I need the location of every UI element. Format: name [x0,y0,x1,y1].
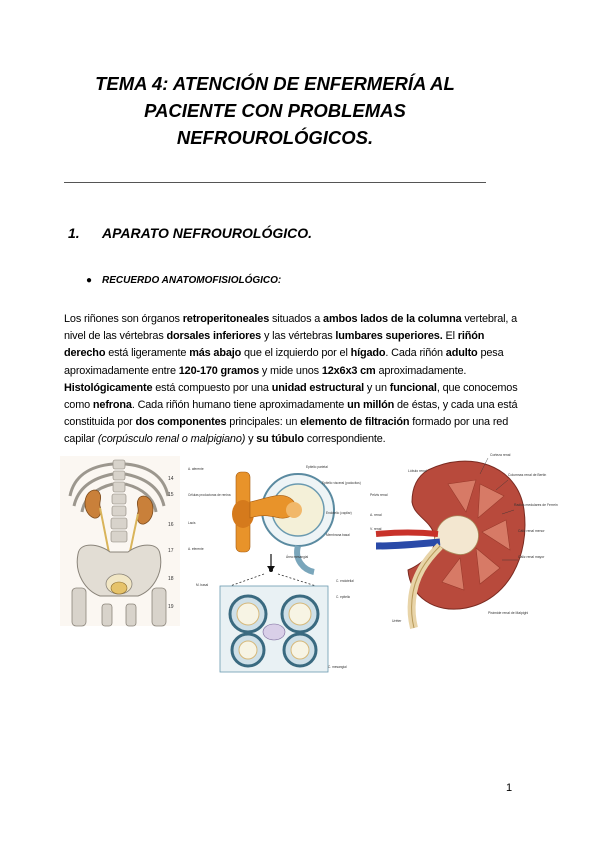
torso-label-6: 19 [168,604,174,610]
bold-run: 12x6x3 cm [321,364,376,377]
text-run: vertebral, a nivel de las vértebras [64,313,518,343]
bold-run: dorsales inferiores [166,330,262,343]
text-run: de éstas, y cada una está constituida por [64,399,518,429]
corpuscle-label-13: C. mesangial [328,665,347,669]
kidney-label-2: Columnas renal de Bertin [508,473,547,477]
bold-run: retroperitoneales [182,313,270,325]
kidney-label-7: Uréter [392,619,402,623]
corpuscle-label-1: A. aferente [188,467,204,471]
kidney-label-11: Lóbulo renal [408,469,427,473]
text-run: pesa aproximadamente entre [64,347,504,377]
bold-run: hígado [350,347,386,360]
corpuscle-label-10: C. endotelial [336,579,354,583]
corpuscle-label-4: A. eferente [188,547,204,551]
corpuscle-label-7: Endotelio (capilar) [326,511,352,515]
bold-run: nefrona [92,399,132,412]
corpuscle-label-6: Epitelio visceral (podocitos) [322,481,361,485]
corpuscle-label-5: Epitelio parietal [306,465,328,469]
bold-run: 120-170 gramos [178,364,259,377]
torso-label-3: 16 [168,522,174,528]
text-run: Los riñones son órganos [64,313,183,325]
kidney-label-8: A. renal [370,513,382,517]
bold-run: adulto [445,347,478,360]
text-run: . Cada riñón humano tiene aproximadamente [131,399,348,412]
text-run: . Cada riñón [385,347,446,360]
section-number: 1. [68,225,80,241]
bold-run: dos componentes [135,416,227,429]
corpuscle-label-2: Células productoras de renina [188,493,231,497]
bold-run: un millón [347,399,395,412]
text-run: aproximadamente. [375,364,467,377]
title-line-3: NEFROUROLÓGICOS. [176,127,374,148]
text-run: formado por una red capilar [64,416,509,446]
renal-corpuscle-illustration [186,462,366,678]
body-paragraph [64,311,524,449]
text-run: , que conocemos como [64,381,518,412]
text-run: El [442,330,458,343]
title-line-2: PACIENTE CON PROBLEMAS [144,100,406,121]
bold-run: lumbares superiores. [335,330,443,343]
text-run: y las vértebras [261,330,336,343]
torso-kidney-illustration [60,456,180,626]
torso-label-5: 18 [168,576,174,582]
kidney-label-5: Cáliz renal mayor [518,555,545,559]
torso-label-4: 17 [168,548,174,554]
text-run: principales: un [226,416,301,429]
bold-run: funcional [389,381,437,394]
bold-run: más abajo [189,347,242,360]
corpuscle-label-8: Membrana basal [326,533,350,537]
text-run: situados a [269,313,324,325]
text-run: y mide unos [258,364,322,377]
corpuscle-label-3: Lacis [188,521,196,525]
corpuscle-label-12: M. basal [196,583,209,587]
title-line-1: TEMA 4: ATENCIÓN DE ENFERMERÍA AL [95,73,455,94]
bullet-text: RECUERDO ANATOMOFISIOLÓGICO: [102,275,282,286]
kidney-label-3: Radios medulares de Ferrein [514,503,558,507]
text-run: y [245,433,257,446]
corpuscle-label-11: C. epitelio [336,595,351,599]
title-divider [64,182,486,183]
text-run: y un [364,381,390,394]
document-title [60,70,490,151]
section-heading-text: APARATO NEFROUROLÓGICO. [102,225,312,241]
kidney-label-10: Pelvis renal [370,493,388,497]
italic-run: (corpúsculo renal o malpigiano) [97,433,246,446]
bullet-marker: ● [86,275,93,286]
kidney-label-6: Pirámide renal de Malpighi [488,611,529,615]
page-number: 1 [506,782,513,794]
text-run: que el izquierdo por el [241,347,351,360]
text-run: está ligeramente [105,347,190,360]
bullet-item [86,275,281,286]
text-run: está compuesto por una [152,381,272,394]
bold-run: riñón derecho [64,330,485,360]
bold-run: elemento de filtración [300,416,410,429]
torso-label-1: 14 [168,476,174,482]
bold-run: unidad estructural [271,381,364,394]
kidney-label-4: Cáliz renal menor [518,529,545,533]
corpuscle-label-9: Área mesangial [286,555,309,559]
section-heading [68,225,312,241]
text-run: correspondiente. [303,433,386,446]
bold-run: ambos lados de la columna [323,313,462,325]
bold-run: Histológicamente [64,381,153,394]
torso-label-2: 15 [168,492,174,498]
kidney-label-9: V. renal [370,527,382,531]
kidney-label-1: Corteza renal [490,453,511,457]
bold-run: su túbulo [256,433,304,446]
kidney-section-illustration [368,450,558,630]
